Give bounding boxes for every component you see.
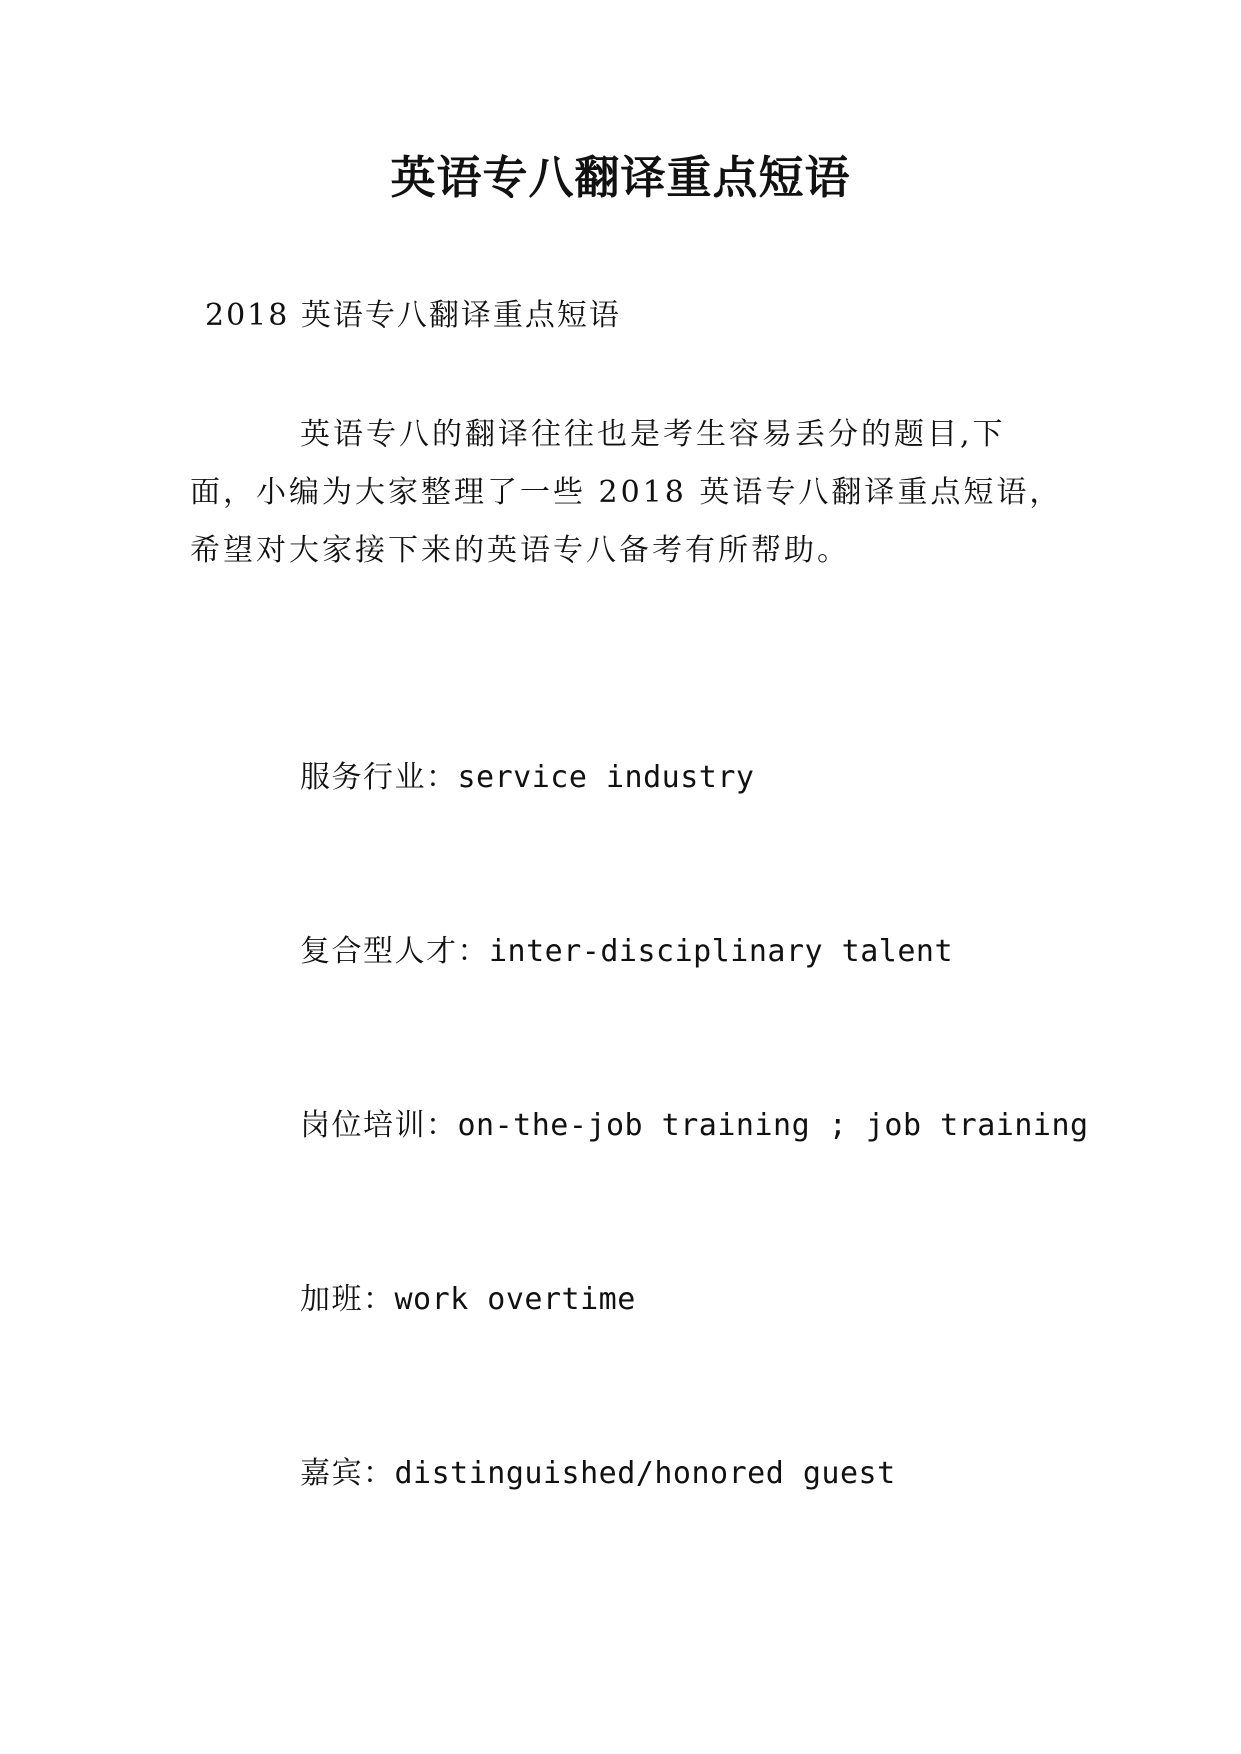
phrase-english: distinguished/honored guest [394, 1456, 896, 1491]
phrase-english: inter-disciplinary talent [489, 934, 954, 969]
document-title: 英语专八翻译重点短语 [390, 151, 851, 204]
phrase-item [300, 757, 754, 799]
phrase-item [300, 1105, 1089, 1147]
phrase-item [300, 1453, 896, 1495]
phrase-chinese: 服务行业： [300, 760, 458, 795]
phrase-english: on-the-job training ; job training [457, 1108, 1089, 1143]
intro-paragraph: 英语专八的翻译往往也是考生容易丢分的题目,下面，小编为大家整理了一些 2018 英语专八翻译重点短语，希望对大家接下来的英语专八备考有所帮助。 [190, 417, 1063, 568]
phrase-english: work overtime [394, 1282, 636, 1317]
document-subtitle: 2018 英语专八翻译重点短语 [205, 298, 621, 333]
phrase-item [300, 931, 953, 973]
phrase-item [300, 1279, 636, 1321]
phrase-chinese: 复合型人才： [300, 934, 489, 969]
phrase-chinese: 嘉宾： [300, 1456, 395, 1491]
phrase-chinese: 岗位培训： [300, 1108, 458, 1143]
phrase-english: service industry [457, 760, 755, 795]
phrase-chinese: 加班： [300, 1282, 395, 1317]
